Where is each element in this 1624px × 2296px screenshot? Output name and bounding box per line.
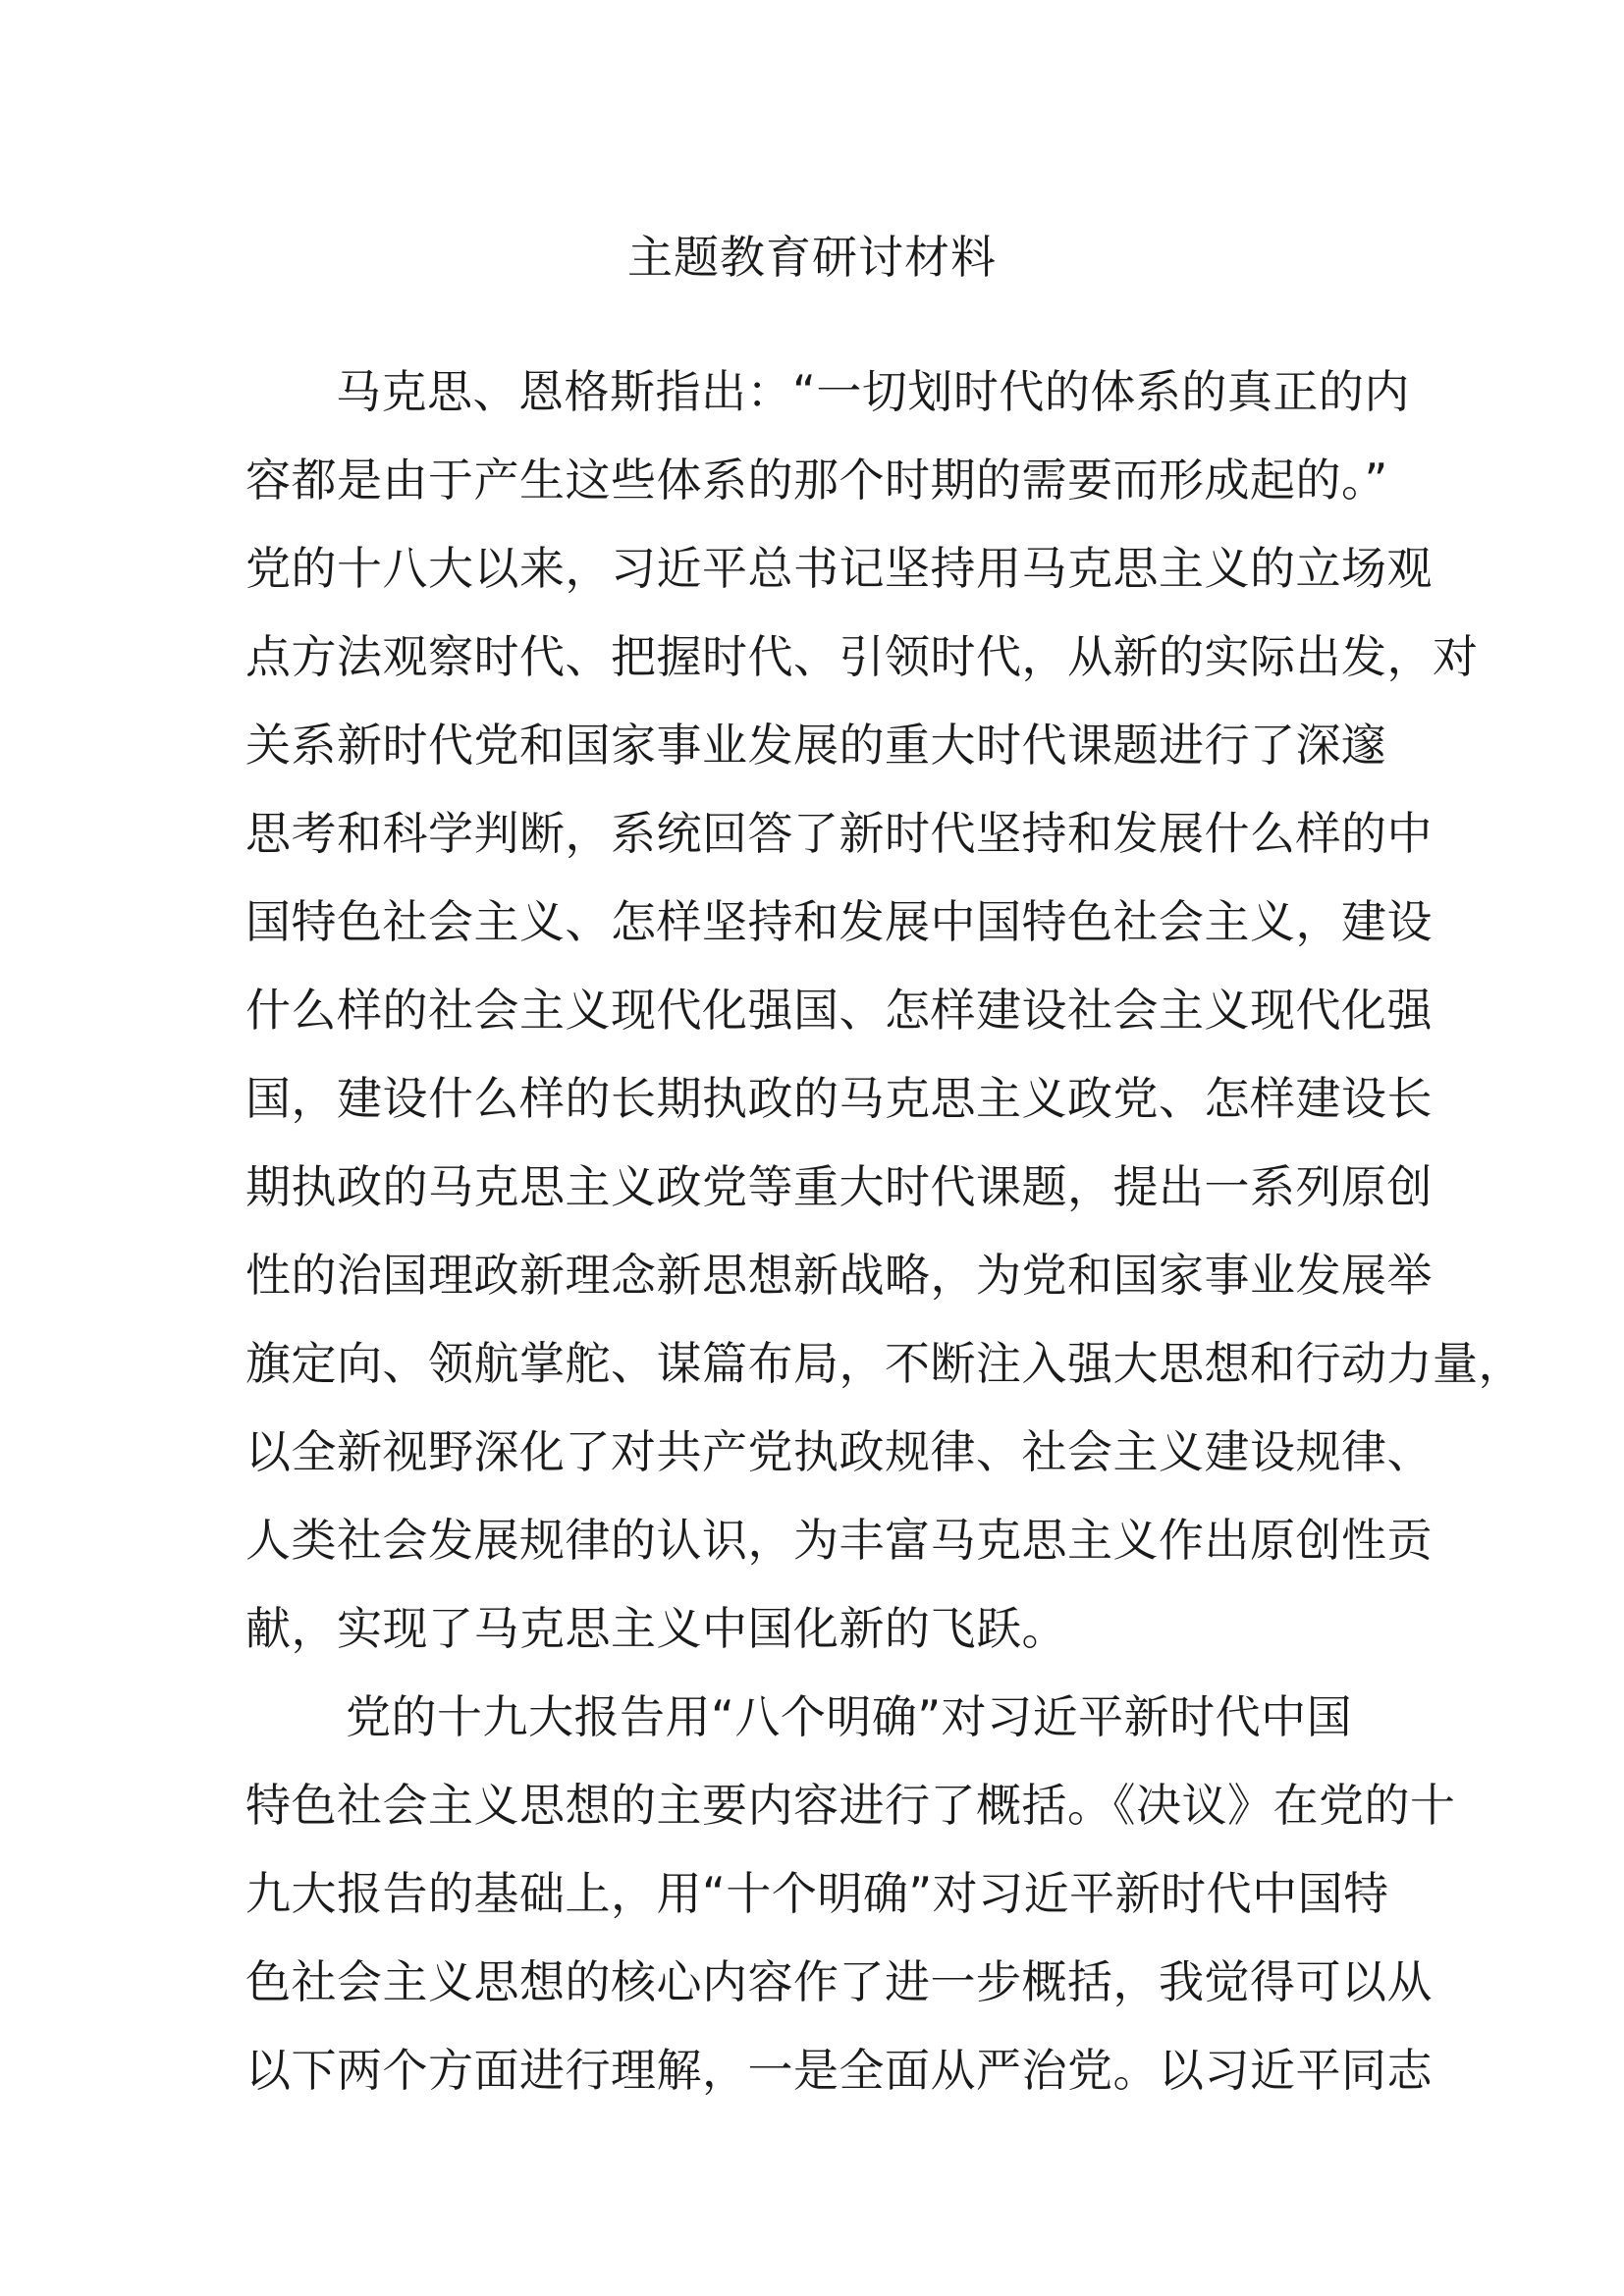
text-line: 国特色社会主义、怎样坚持和发展中国特色社会主义，建设 [245,895,1433,948]
text-line: 色社会主义思想的核心内容作了进一步概括，我觉得可以从 [245,1955,1433,2008]
document-body [245,347,1524,2114]
text-line: 容都是由于产生这些体系的那个时期的需要而形成起的。” [245,454,1388,507]
text-line: 党的十八大以来，习近平总书记坚持用马克思主义的立场观 [245,542,1433,595]
text-line: 关系新时代党和国家事业发展的重大时代课题进行了深邃 [245,719,1387,772]
text-line: 特色社会主义思想的主要内容进行了概括。《决议》在党的十 [245,1779,1456,1832]
text-line: 以全新视野深化了对共产党执政规律、社会主义建设规律、 [245,1425,1433,1478]
document-title: 主题教育研讨材料 [627,231,997,284]
text-line: 以下两个方面进行理解，一是全面从严治党。以习近平同志 [245,2044,1433,2097]
text-line: 国，建设什么样的长期执政的马克思主义政党、怎样建设长 [245,1072,1433,1125]
text-line: 性的治国理政新理念新思想新战略，为党和国家事业发展举 [245,1249,1433,1302]
text-line: 九大报告的基础上，用“十个明确”对习近平新时代中国特 [245,1867,1389,1920]
text-line: 期执政的马克思主义政党等重大时代课题，提出一系列原创 [245,1160,1433,1213]
text-line: 党的十九大报告用“八个明确”对习近平新时代中国 [346,1690,1353,1743]
text-line: 什么样的社会主义现代化强国、怎样建设社会主义现代化强 [245,984,1433,1037]
text-line: 献，实现了马克思主义中国化新的飞跃。 [245,1602,1067,1655]
text-line: 思考和科学判断，系统回答了新时代坚持和发展什么样的中 [245,807,1433,860]
text-line: 马克思、恩格斯指出：“一切划时代的体系的真正的内 [336,365,1410,418]
text-line: 旗定向、领航掌舵、谋篇布局，不断注入强大思想和行动力量， [245,1337,1524,1390]
text-line: 人类社会发展规律的认识，为丰富马克思主义作出原创性贡 [245,1514,1433,1567]
text-line: 点方法观察时代、把握时代、引领时代，从新的实际出发，对 [245,630,1479,683]
